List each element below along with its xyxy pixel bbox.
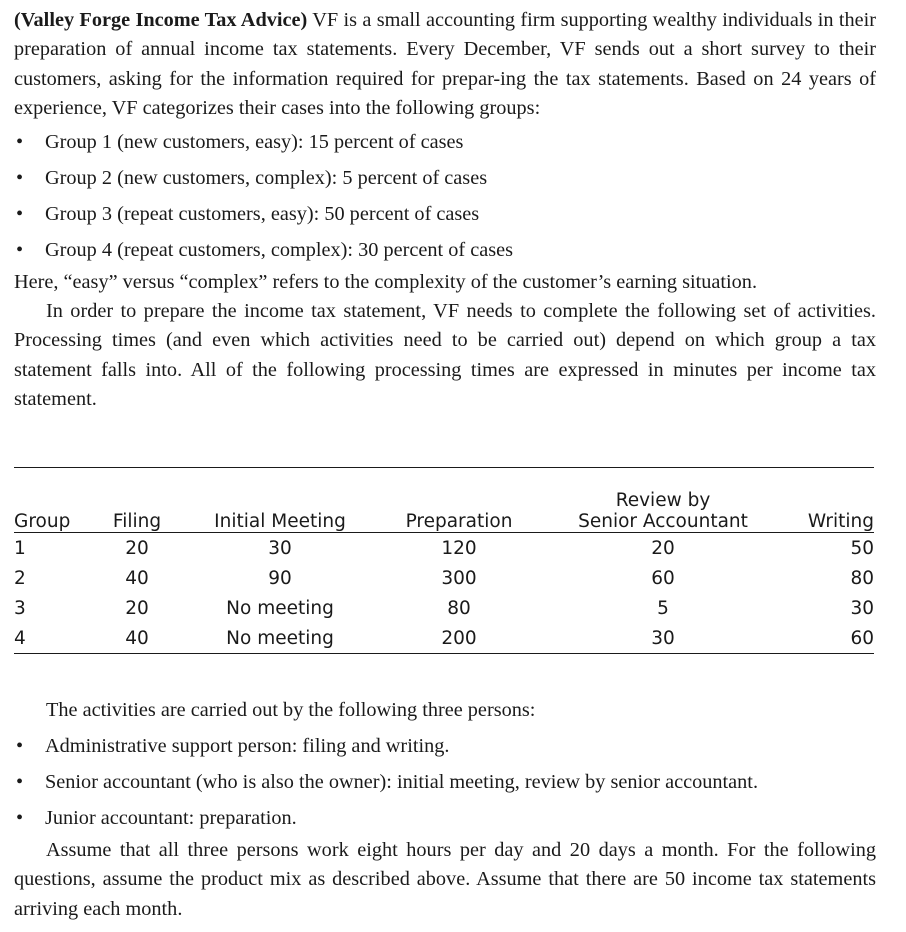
list-item (14, 196, 876, 232)
header-group: Group (14, 511, 71, 532)
cell-initial-meeting: No meeting (226, 627, 334, 649)
table-row (14, 533, 874, 563)
problem-title: (Valley Forge Income Tax Advice) (14, 9, 308, 31)
header-filing: Filing (112, 511, 162, 532)
persons-list (14, 728, 876, 836)
bullet-icon: • (16, 735, 24, 757)
cell-review: 60 (651, 567, 675, 589)
cell-preparation: 300 (441, 567, 477, 589)
cell-initial-meeting: 90 (268, 567, 292, 589)
cell-review: 20 (651, 537, 675, 559)
cell-writing: 60 (850, 627, 874, 649)
easy-complex-note: Here, “easy” versus “complex” refers to the complexity of the customer’s earning situation. (14, 270, 758, 293)
processing-times-table (14, 467, 874, 654)
list-item (14, 124, 876, 160)
header-preparation: Preparation (405, 511, 513, 532)
cell-review: 30 (651, 627, 675, 649)
cell-review: 5 (657, 597, 669, 619)
intro-paragraph (14, 6, 876, 124)
cell-writing: 80 (850, 567, 874, 589)
group-item-text: Group 2 (new customers, complex): 5 percent of cases (45, 166, 488, 189)
bullet-icon: • (16, 771, 24, 793)
header-review (548, 468, 778, 533)
header-review-line2: Senior Accountant (578, 511, 748, 532)
cell-filing: 20 (125, 597, 149, 619)
list-item (14, 160, 876, 196)
bullet-icon: • (16, 238, 24, 261)
intro-text: VF is a small accounting firm supporting wealthy individuals in their preparation of annual income tax statements. Every December, VF sends out a short survey to their customers, asking for the information required for prepar-ing the tax statements. Based on 24 years of experience, VF categorizes their cases into the following groups: (14, 9, 876, 120)
cell-group: 4 (14, 627, 26, 649)
person-item-text: Senior accountant (who is also the owner): initial meeting, review by senior accountant. (45, 771, 759, 793)
table-row (14, 593, 874, 623)
table-header-row (14, 468, 874, 533)
cell-writing: 30 (850, 597, 874, 619)
group-item-text: Group 1 (new customers, easy): 15 percent of cases (45, 130, 464, 153)
cell-group: 1 (14, 537, 26, 559)
header-writing: Writing (807, 511, 874, 532)
times-table (14, 468, 874, 653)
cell-initial-meeting: No meeting (226, 597, 334, 619)
table-bottom-rule (14, 653, 874, 654)
table-row (14, 563, 874, 593)
persons-intro: The activities are carried out by the following three persons: (46, 699, 536, 721)
cell-preparation: 200 (441, 627, 477, 649)
list-item (14, 800, 876, 836)
activities-intro: In order to prepare the income tax statement, VF needs to complete the following set of activities. Processing times (and even which activities need to be carried out) depend on which group a tax statement falls into. All of the following processing times are expressed in minutes per income tax statement. (14, 300, 876, 411)
group-item-text: Group 4 (repeat customers, complex): 30 percent of cases (45, 238, 513, 261)
bullet-icon: • (16, 807, 24, 829)
cell-filing: 40 (125, 627, 149, 649)
cell-preparation: 120 (441, 537, 477, 559)
problem-text-upper (14, 6, 876, 415)
assumptions-paragraph: Assume that all three persons work eight hours per day and 20 days a month. For the following questions, assume the product mix as described above. Assume that there are 50 income tax statements arriving each month. (14, 839, 876, 920)
bullet-icon: • (16, 166, 24, 189)
cell-filing: 40 (125, 567, 149, 589)
group-list (14, 124, 876, 268)
cell-preparation: 80 (447, 597, 471, 619)
cell-group: 3 (14, 597, 26, 619)
header-initial-meeting: Initial Meeting (214, 511, 346, 532)
list-item (14, 232, 876, 268)
person-item-text: Administrative support person: filing and writing. (45, 735, 450, 757)
header-review-line1: Review by (615, 490, 711, 511)
person-item-text: Junior accountant: preparation. (45, 807, 297, 829)
cell-group: 2 (14, 567, 26, 589)
bullet-icon: • (16, 202, 24, 225)
cell-initial-meeting: 30 (268, 537, 292, 559)
cell-writing: 50 (850, 537, 874, 559)
list-item (14, 764, 876, 800)
problem-text-lower (14, 692, 876, 924)
cell-filing: 20 (125, 537, 149, 559)
group-item-text: Group 3 (repeat customers, easy): 50 percent of cases (45, 202, 480, 225)
bullet-icon: • (16, 130, 24, 153)
table-row (14, 623, 874, 653)
list-item (14, 728, 876, 764)
